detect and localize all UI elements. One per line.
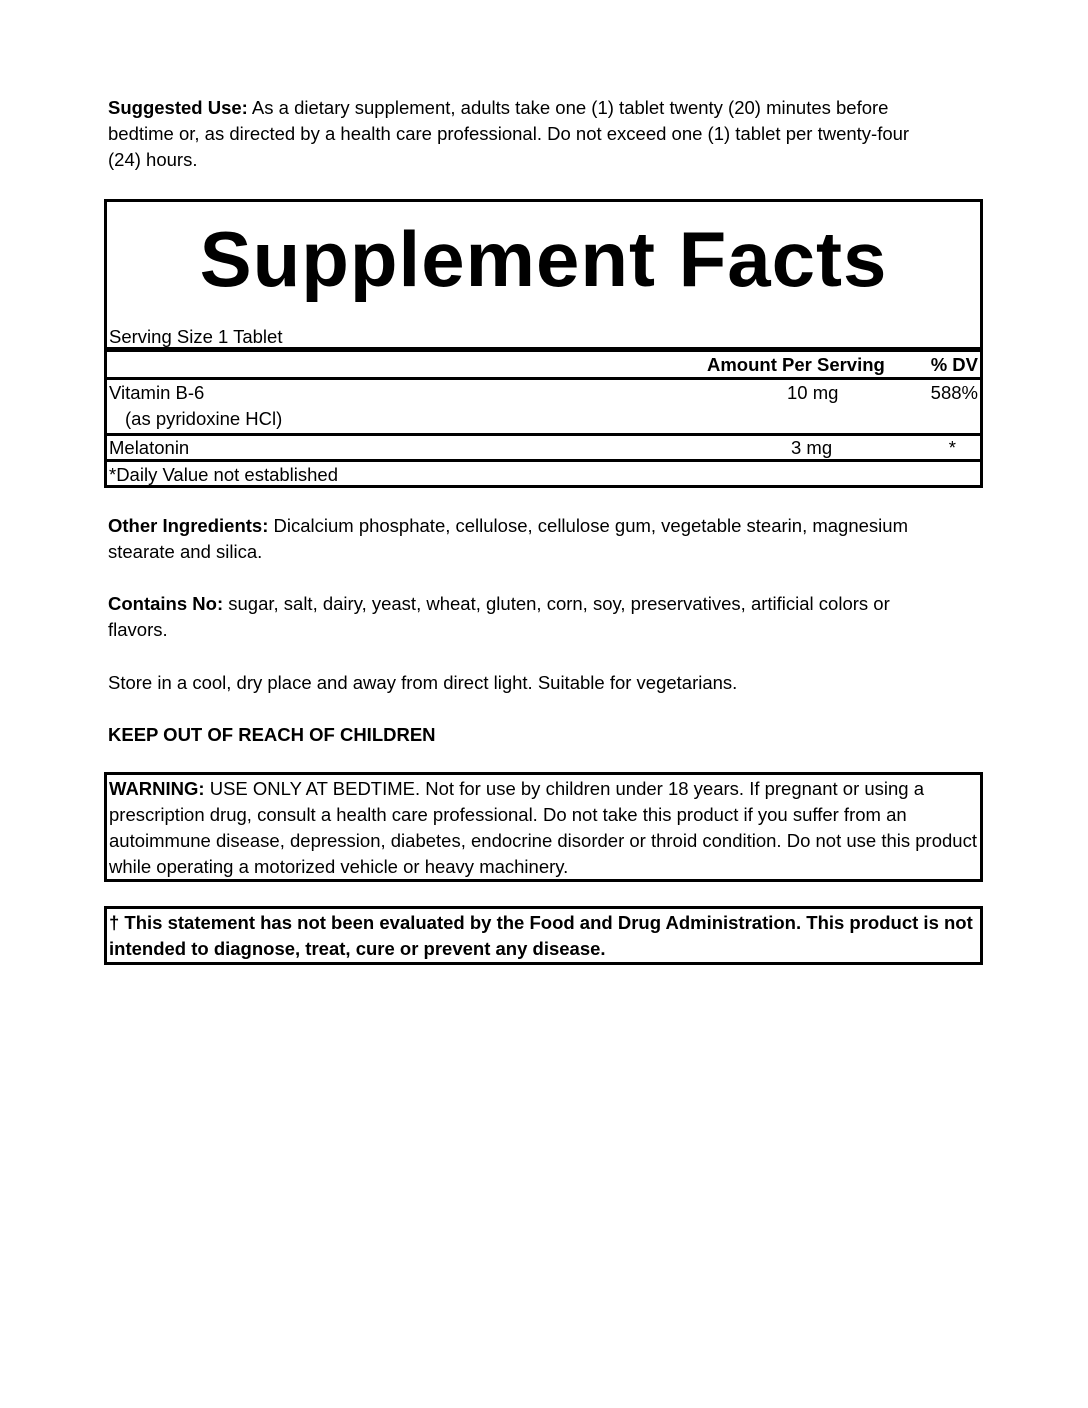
divider [107,433,980,436]
nutrient-subtext-vitamin-b6: (as pyridoxine HCl) [125,408,283,429]
header-percent-dv: % DV [930,354,978,375]
fda-disclaimer-text: † This statement has not been evaluated by the Food and Drug Administration. This product is not intended to diagnose, treat, cure or prevent any disease. [109,912,973,959]
other-ingredients-label: Other Ingredients: [108,515,269,536]
daily-value-footnote: *Daily Value not established [109,464,338,485]
fda-disclaimer-box [104,906,983,965]
nutrient-amount-melatonin: 3 mg [791,437,833,458]
other-ingredients-text: Dicalcium phosphate, cellulose, cellulose gum, vegetable stearin, magnesium stearate and silica. [108,515,908,562]
nutrient-amount-vitamin-b6: 10 mg [787,382,839,403]
thick-divider [107,347,980,352]
warning-paragraph [107,775,980,880]
nutrient-dv-melatonin: * [948,437,956,458]
warning-label: WARNING: [109,778,205,799]
divider [107,377,980,380]
suggested-use-text: As a dietary supplement, adults take one (1) tablet twenty (20) minutes before bedtime or, as directed by a health care professional. Do not exceed one (1) tablet per twenty-four (24) hours. [108,97,910,170]
header-amount-per-serving: Amount Per Serving [707,354,885,375]
divider [107,459,980,462]
contains-no-label: Contains No: [108,593,224,614]
contains-no-text: sugar, salt, dairy, yeast, wheat, gluten, corn, soy, preservatives, artificial colors or flavors. [108,593,890,640]
suggested-use-label: Suggested Use: [108,97,248,118]
keep-out-of-reach-notice: KEEP OUT OF REACH OF CHILDREN [108,724,436,745]
warning-box [104,772,983,882]
nutrient-dv-vitamin-b6: 588% [930,382,978,403]
serving-size: Serving Size 1 Tablet [109,326,283,347]
contains-no-paragraph [108,591,938,643]
suggested-use-paragraph [108,95,938,173]
supplement-facts-panel [104,199,983,488]
nutrient-name-vitamin-b6: Vitamin B-6 [109,382,205,403]
warning-text: USE ONLY AT BEDTIME. Not for use by children under 18 years. If pregnant or using a prescription drug, consult a health care professional. Do not take this product if you suffer from an autoimmune disease, depression, diabetes, endocrine disorder or throid condition. Do not use this product while operating a motorized vehicle or heavy machinery. [109,778,977,877]
supplement-facts-title: Supplement Facts [199,215,888,303]
storage-instructions: Store in a cool, dry place and away from direct light. Suitable for vegetarians. [108,672,738,693]
nutrient-name-melatonin: Melatonin [109,437,190,458]
other-ingredients-paragraph [108,513,938,565]
